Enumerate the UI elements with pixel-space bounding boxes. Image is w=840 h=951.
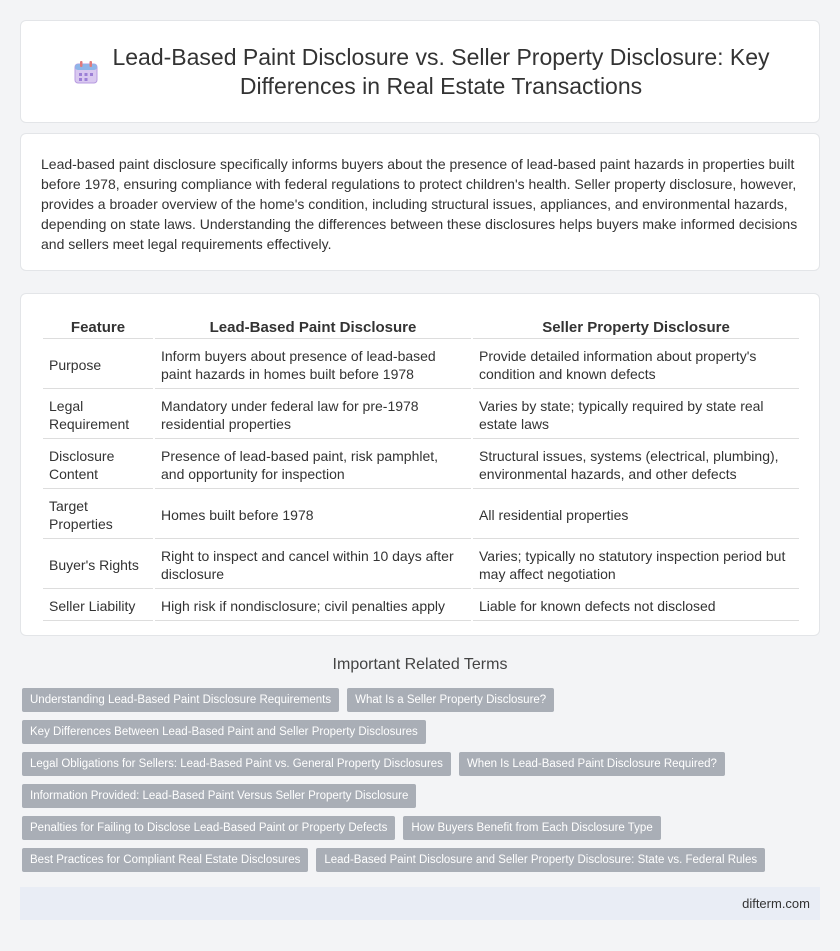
table-row	[43, 341, 799, 389]
comparison-card	[20, 293, 820, 636]
feature-cell: Target Properties	[43, 491, 153, 539]
related-terms-heading: Important Related Terms	[332, 656, 508, 673]
lead-cell: Presence of lead-based paint, risk pamphlet, and opportunity for inspection	[155, 441, 471, 489]
seller-cell: Liable for known defects not disclosed	[473, 591, 799, 621]
seller-cell: Varies; typically no statutory inspection period but may affect negotiation	[473, 541, 799, 589]
table-row	[43, 491, 799, 539]
table-header-row	[43, 316, 799, 339]
feature-cell: Legal Requirement	[43, 391, 153, 439]
lead-cell: Mandatory under federal law for pre-1978 residential properties	[155, 391, 471, 439]
feature-cell: Buyer's Rights	[43, 541, 153, 589]
page-title: Lead-Based Paint Disclosure vs. Seller Property Disclosure: Key Differences in Real Estate Transactions	[112, 43, 770, 99]
table-row	[43, 441, 799, 489]
title-card	[20, 20, 820, 123]
related-term-link[interactable]: Key Differences Between Lead-Based Paint and Seller Property Disclosures	[22, 720, 426, 744]
seller-cell: Varies by state; typically required by state real estate laws	[473, 391, 799, 439]
seller-cell: Structural issues, systems (electrical, plumbing), environmental hazards, and other defects	[473, 441, 799, 489]
seller-cell: All residential properties	[473, 491, 799, 539]
table-row	[43, 391, 799, 439]
intro-card	[20, 133, 820, 271]
footer-site-link[interactable]: difterm.com	[742, 896, 810, 911]
comparison-table	[41, 314, 801, 623]
related-term-link[interactable]: When Is Lead-Based Paint Disclosure Required?	[459, 752, 725, 776]
intro-paragraph: Lead-based paint disclosure specifically informs buyers about the presence of lead-based paint hazards in properties built before 1978, ensuring compliance with federal regulations to protect children's health. Seller property disclosure, however, provides a broader overview of the home's condition, including structural issues, appliances, and environmental hazards, depending on state laws. Understanding the differences between these disclosures helps buyers make informed decisions and sellers meet legal requirements effectively.	[41, 156, 798, 252]
lead-cell: High risk if nondisclosure; civil penalties apply	[155, 591, 471, 621]
table-row	[43, 541, 799, 589]
header-seller: Seller Property Disclosure	[473, 316, 799, 339]
footer	[20, 887, 820, 920]
related-term-link[interactable]: What Is a Seller Property Disclosure?	[347, 688, 554, 712]
related-term-link[interactable]: How Buyers Benefit from Each Disclosure Type	[403, 816, 660, 840]
feature-cell: Purpose	[43, 341, 153, 389]
related-term-link[interactable]: Information Provided: Lead-Based Paint Versus Seller Property Disclosure	[22, 784, 416, 808]
table-row	[43, 591, 799, 621]
related-term-link[interactable]: Best Practices for Compliant Real Estate Disclosures	[22, 848, 308, 872]
header-lead-based: Lead-Based Paint Disclosure	[155, 316, 471, 339]
lead-cell: Homes built before 1978	[155, 491, 471, 539]
related-term-link[interactable]: Penalties for Failing to Disclose Lead-Based Paint or Property Defects	[22, 816, 395, 840]
related-term-link[interactable]: Legal Obligations for Sellers: Lead-Based Paint vs. General Property Disclosures	[22, 752, 451, 776]
lead-cell: Inform buyers about presence of lead-based paint hazards in homes built before 1978	[155, 341, 471, 389]
header-feature: Feature	[43, 316, 153, 339]
related-terms-list	[22, 688, 822, 880]
seller-cell: Provide detailed information about property's condition and known defects	[473, 341, 799, 389]
feature-cell: Disclosure Content	[43, 441, 153, 489]
related-term-link[interactable]: Lead-Based Paint Disclosure and Seller Property Disclosure: State vs. Federal Rules	[316, 848, 765, 872]
lead-cell: Right to inspect and cancel within 10 days after disclosure	[155, 541, 471, 589]
feature-cell: Seller Liability	[43, 591, 153, 621]
related-term-link[interactable]: Understanding Lead-Based Paint Disclosure Requirements	[22, 688, 339, 712]
calendar-icon	[70, 56, 102, 88]
